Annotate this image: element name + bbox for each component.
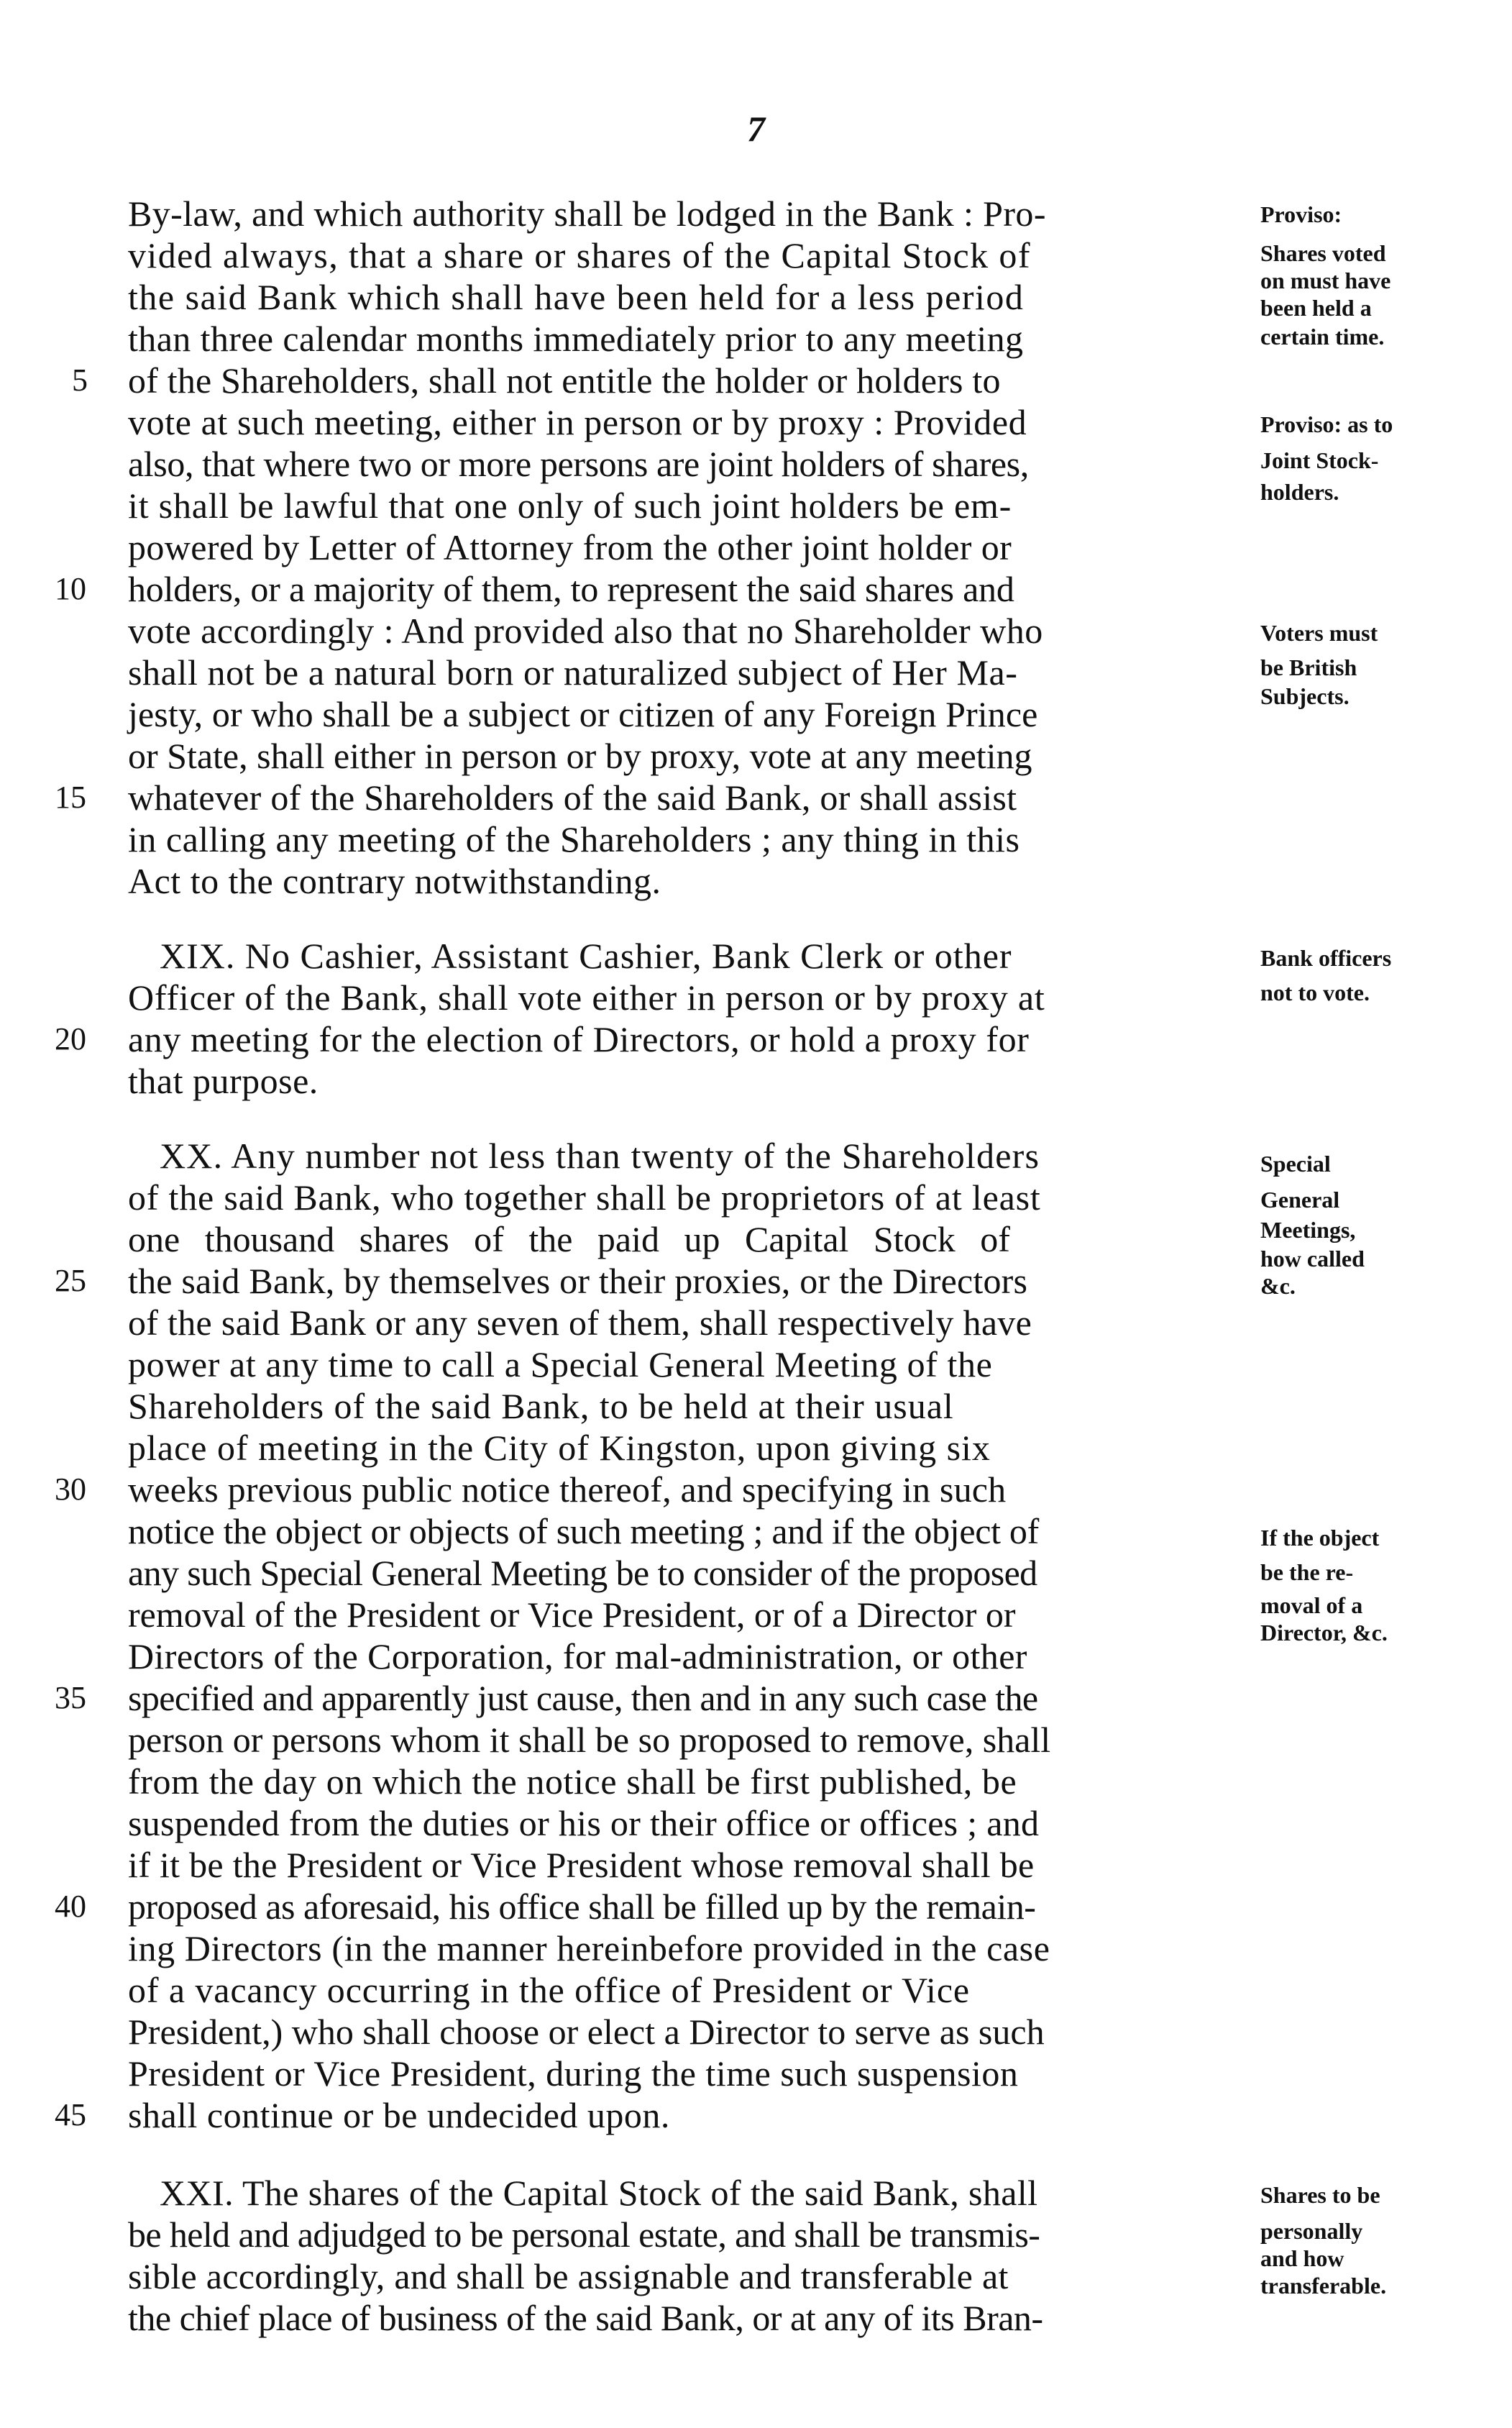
margin-note: how called bbox=[1260, 1246, 1365, 1272]
line-number: 35 bbox=[55, 1680, 86, 1715]
margin-note: been held a bbox=[1260, 295, 1372, 321]
body-line: that purpose. bbox=[128, 1061, 319, 1101]
body-line: person or persons whom it shall be so proposed to remove, shall bbox=[128, 1720, 1051, 1760]
body-line: suspended from the duties or his or their office or offices ; and bbox=[128, 1803, 1040, 1843]
body-line: XXI. The shares of the Capital Stock of the said Bank, shall bbox=[160, 2173, 1038, 2213]
body-line: President or Vice President, during the time such suspension bbox=[128, 2053, 1019, 2094]
body-line: powered by Letter of Attorney from the other joint holder or bbox=[128, 527, 1012, 567]
body-line: notice the object or objects of such meeting ; and if the object of bbox=[128, 1511, 1039, 1551]
body-line: shall continue or be undecided upon. bbox=[128, 2095, 670, 2135]
margin-note: Director, &c. bbox=[1260, 1620, 1388, 1646]
body-line: in calling any meeting of the Shareholders ; any thing in this bbox=[128, 819, 1020, 859]
body-line: any meeting for the election of Directors, or hold a proxy for bbox=[128, 1019, 1030, 1059]
line-number: 20 bbox=[55, 1021, 86, 1056]
margin-note: Special bbox=[1260, 1151, 1331, 1177]
margin-note: be British bbox=[1260, 654, 1357, 680]
line-number: 5 bbox=[72, 362, 88, 398]
body-line: from the day on which the notice shall be first published, be bbox=[128, 1761, 1017, 1802]
margin-note: Voters must bbox=[1260, 620, 1378, 646]
line-number: 15 bbox=[55, 780, 86, 815]
margin-note: Subjects. bbox=[1260, 683, 1350, 709]
body-line: if it be the President or Vice President whose removal shall be bbox=[128, 1845, 1035, 1885]
body-line: the said Bank, by themselves or their proxies, or the Directors bbox=[128, 1261, 1028, 1301]
body-line: of a vacancy occurring in the office of President or Vice bbox=[128, 1970, 971, 2010]
body-line: sible accordingly, and shall be assignable and transferable at bbox=[128, 2256, 1009, 2296]
line-number: 25 bbox=[55, 1263, 86, 1298]
body-line: XX. Any number not less than twenty of the Shareholders bbox=[160, 1136, 1040, 1176]
body-line: specified and apparently just cause, then and in any such case the bbox=[128, 1678, 1038, 1718]
body-line: whatever of the Shareholders of the said Bank, or shall assist bbox=[128, 777, 1017, 818]
body-line: also, that where two or more persons are joint holders of shares, bbox=[128, 444, 1029, 484]
page-number: 7 bbox=[747, 109, 765, 149]
margin-note: certain time. bbox=[1260, 324, 1385, 350]
margin-note: transferable. bbox=[1260, 2273, 1387, 2299]
line-number: 45 bbox=[55, 2097, 86, 2132]
margin-note: Proviso: as to bbox=[1260, 411, 1393, 437]
margin-note: &c. bbox=[1260, 1273, 1296, 1299]
margin-note: moval of a bbox=[1260, 1592, 1363, 1618]
margin-note: If the object bbox=[1260, 1525, 1380, 1551]
line-number: 30 bbox=[55, 1471, 86, 1507]
body-line: By-law, and which authority shall be lodged in the Bank : Pro- bbox=[128, 193, 1046, 234]
body-line: of the said Bank, who together shall be proprietors of at least bbox=[128, 1177, 1041, 1218]
margin-note: Bank officers bbox=[1260, 945, 1392, 971]
body-line: or State, shall either in person or by proxy, vote at any meeting bbox=[128, 736, 1032, 776]
line-number: 40 bbox=[55, 1889, 86, 1924]
body-line: the said Bank which shall have been held for a less period bbox=[128, 277, 1025, 317]
body-line: Directors of the Corporation, for mal-administration, or other bbox=[128, 1636, 1027, 1676]
body-line: power at any time to call a Special General Meeting of the bbox=[128, 1344, 993, 1384]
body-line: weeks previous public notice thereof, and specifying in such bbox=[128, 1469, 1007, 1510]
body-line: be held and adjudged to be personal estate, and shall be transmis- bbox=[128, 2214, 1040, 2255]
body-line: President,) who shall choose or elect a Director to serve as such bbox=[128, 2012, 1045, 2052]
body-line: it shall be lawful that one only of such joint holders be em- bbox=[128, 485, 1012, 526]
margin-note: not to vote. bbox=[1260, 980, 1370, 1005]
margin-note: Shares voted bbox=[1260, 240, 1386, 266]
body-line: vided always, that a share or shares of the Capital Stock of bbox=[128, 235, 1031, 275]
body-line: of the said Bank or any seven of them, shall respectively have bbox=[128, 1302, 1032, 1343]
margin-note: be the re- bbox=[1260, 1559, 1354, 1585]
margin-note: and how bbox=[1260, 2245, 1344, 2271]
margin-note: personally bbox=[1260, 2218, 1363, 2244]
body-line: one thousand shares of the paid up Capital Stock of bbox=[128, 1219, 1010, 1259]
body-line: vote accordingly : And provided also that no Shareholder who bbox=[128, 611, 1043, 651]
body-line: vote at such meeting, either in person or by proxy : Provided bbox=[128, 402, 1027, 442]
body-line: Officer of the Bank, shall vote either in person or by proxy at bbox=[128, 977, 1045, 1018]
margin-note: Joint Stock- bbox=[1260, 447, 1379, 473]
body-line: any such Special General Meeting be to consider of the proposed bbox=[128, 1553, 1037, 1593]
body-line: holders, or a majority of them, to represent the said shares and bbox=[128, 569, 1014, 609]
body-line: Act to the contrary notwithstanding. bbox=[128, 861, 661, 901]
body-line: jesty, or who shall be a subject or citizen of any Foreign Prince bbox=[128, 694, 1038, 734]
body-line: XIX. No Cashier, Assistant Cashier, Bank Clerk or other bbox=[160, 936, 1012, 976]
margin-note: on must have bbox=[1260, 268, 1391, 293]
body-line: shall not be a natural born or naturalized subject of Her Ma- bbox=[128, 652, 1018, 693]
line-number: 10 bbox=[55, 571, 86, 606]
body-line: ing Directors (in the manner hereinbefore provided in the case bbox=[128, 1928, 1050, 1968]
body-line: the chief place of business of the said Bank, or at any of its Bran- bbox=[128, 2298, 1043, 2338]
margin-note: Shares to be bbox=[1260, 2182, 1380, 2208]
body-line: removal of the President or Vice President, or of a Director or bbox=[128, 1594, 1016, 1635]
body-line: of the Shareholders, shall not entitle the holder or holders to bbox=[128, 360, 1001, 401]
body-line: place of meeting in the City of Kingston, upon giving six bbox=[128, 1428, 991, 1468]
margin-note: General bbox=[1260, 1187, 1340, 1213]
body-line: than three calendar months immediately prior to any meeting bbox=[128, 319, 1024, 359]
body-line: Shareholders of the said Bank, to be held at their usual bbox=[128, 1386, 954, 1426]
margin-note: Proviso: bbox=[1260, 201, 1342, 227]
margin-note: Meetings, bbox=[1260, 1217, 1356, 1243]
margin-note: holders. bbox=[1260, 479, 1339, 505]
body-line: proposed as aforesaid, his office shall be filled up by the remain- bbox=[128, 1886, 1036, 1927]
